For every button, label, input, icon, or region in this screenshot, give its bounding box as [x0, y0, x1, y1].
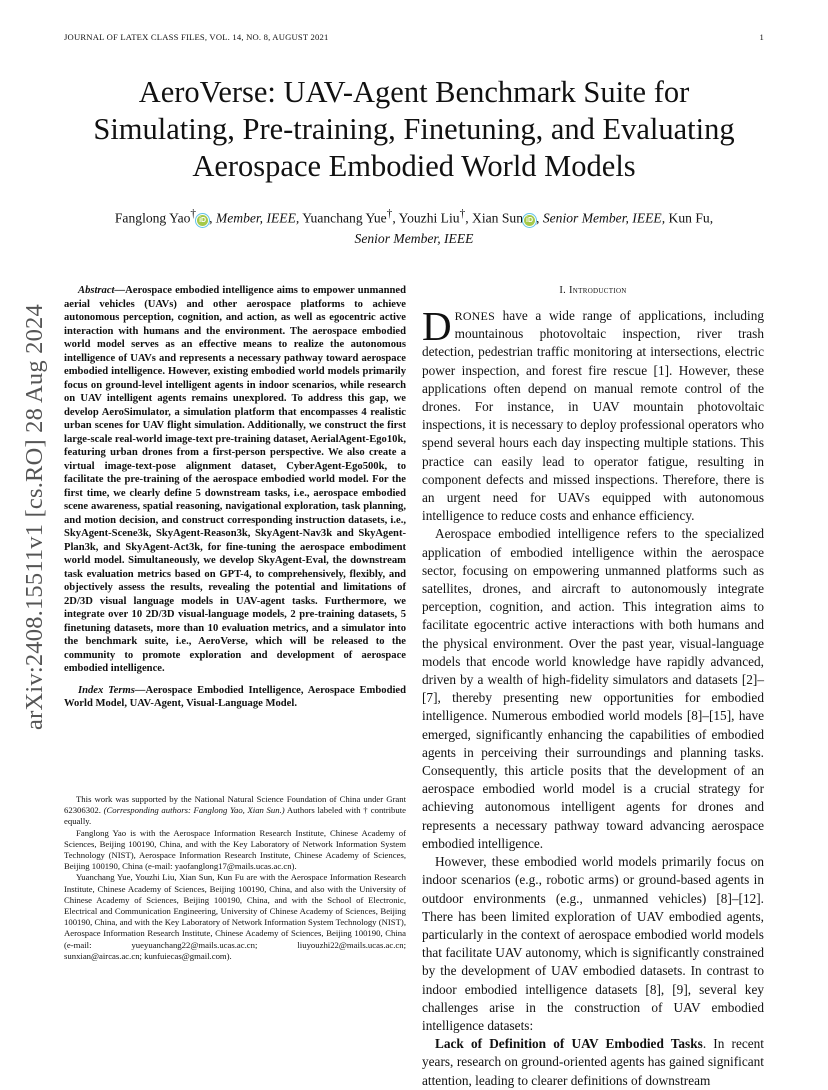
title-line: AeroVerse: UAV-Agent Benchmark Suite for	[138, 75, 690, 109]
author-role: Member, IEEE,	[215, 210, 300, 226]
author-list: Fanglong Yao†iD , Member, IEEE, Yuanchang Yue†, Youzhi Liu†, Xian Sun iD , Senior Member, IEEE, Kun Fu, Senior Member, IEEE	[114, 208, 714, 246]
title-line: Simulating, Pre-training, Finetuning, and Evaluating	[93, 112, 735, 146]
section-heading	[422, 284, 764, 298]
author-name: Yuanchang Yue	[302, 210, 387, 226]
author-name: Youzhi Liu	[398, 210, 460, 226]
orcid-icon[interactable]: iD	[526, 216, 534, 224]
abstract-text: Aerospace embodied intelligence aims to empower unmanned aerial vehicles (UAVs) and other aerospace platforms to achieve autonomous perception, cognition, and action, as well as egocentric active interaction with humans and the environment. The aerospace embodied world model serves as an effective means to realize the autonomous intelligence of UAVs and represents a necessary pathway toward aerospace embodied intelligence. However, existing embodied world models primarily focus on ground-level intelligent agents in indoor scenarios, while research on UAV intelligent agents remains unexplored. To address this gap, we develop AeroSimulator, a simulation platform that encompasses 4 realistic urban scenes for UAV flight simulation. Additionally, we construct the first large-scale real-world image-text pre-training dataset, AerialAgent-Ego10k, featuring urban drones from a first-person perspective. We also create a virtual image-text-pose alignment dataset, CyberAgent-Ego500k, to facilitate the pre-training of the aerospace embodied world model. For the first time, we clearly define 5 downstream tasks, i.e., aerospace embodied scene awareness, spatial reasoning, navigational exploration, task planning, and motion decision, and construct corresponding instruction datasets, i.e., SkyAgent-Scene3k, SkyAgent-Reason3k, SkyAgent-Nav3k and SkyAgent-Plan3k, and SkyAgent-Act3k, for fine-tuning the aerospace embodiment world model. Simultaneously, we develop SkyAgent-Eval, the downstream task evaluation metrics based on GPT-4, to comprehensively, flexibly, and objectively assess the results, revealing the potential and limitations of 2D/3D visual language models in UAV-agent tasks. Furthermore, we integrate over 10 2D/3D visual-language models, 2 pre-training datasets, 5 finetuning datasets, more than 10 evaluation metrics, and a simulator into the benchmark suite, i.e., AeroVerse, which will be released to the community to promote exploration and development of aerospace embodied intelligence.	[64, 285, 406, 674]
index-terms-label: Index Terms—	[78, 684, 146, 696]
abstract-label: Abstract—	[78, 285, 126, 296]
index-terms	[64, 684, 406, 711]
author-name: Fanglong Yao	[114, 210, 191, 226]
title-line: Aerospace Embodied World Models	[192, 149, 636, 183]
affiliation-footnote: Fanglong Yao is with the Aerospace Information Research Institute, Chinese Academy of Sciences, Beijing 100190, China, and with the Key Laboratory of Network Information System Technology (NIST), Aerospace Information Research Institute, Chinese Academy of Sciences, Beijing 100190, China (e-mail: yaofanglong17@mails.ucas.ac.cn).	[64, 827, 406, 872]
lead-word: RONES	[454, 309, 495, 323]
arxiv-sidebar	[20, 277, 50, 757]
paragraph	[422, 303, 764, 525]
equal-contribution-mark: †	[459, 208, 466, 220]
author-name: Xian Sun	[472, 210, 524, 226]
funding-text: This work was supported by the National Natural Science Foundation of China under Grant 62306302.	[64, 794, 406, 816]
running-header	[64, 32, 764, 48]
paragraph	[422, 1035, 764, 1090]
left-column	[64, 284, 406, 711]
drop-cap: D	[422, 303, 452, 349]
right-column	[422, 284, 764, 1090]
journal-header: JOURNAL OF LATEX CLASS FILES, VOL. 14, NO. 8, AUGUST 2021	[64, 32, 329, 42]
equal-contribution-mark: †	[386, 208, 393, 220]
page-number: 1	[759, 32, 764, 42]
bold-phrase: Lack of Definition of UAV Embodied Tasks	[435, 1036, 703, 1052]
author-name: Kun Fu,	[668, 210, 714, 226]
paragraph: However, these embodied world models primarily focus on indoor scenarios (e.g., robotic arms) or ground-based agents in outdoor environments (e.g., unmanned vehicles) [8]–[12]. There has been limited exploration of UAV embodied agents, particularly in the context of aerospace embodied world models that facilitate UAV autonomy, which is significantly constrained by the development of UAV embodied datasets. In contrast to indoor embodied intelligence datasets [8], [9], several key challenges arise in the construction of UAV embodied intelligence datasets:	[422, 854, 764, 1033]
section-title: Introduction	[569, 285, 627, 296]
arxiv-identifier: arXiv:2408.15511v1 [cs.RO] 28 Aug 2024	[21, 304, 48, 730]
index-terms-text: Aerospace Embodied Intelligence, Aerospace Embodied World Model, UAV-Agent, Visual-Language Model.	[64, 684, 406, 709]
author-role: Senior Member, IEEE,	[542, 210, 666, 226]
abstract	[64, 284, 406, 676]
paper-title	[64, 74, 764, 185]
equal-contribution-mark: †	[190, 208, 197, 220]
paragraph-text: have a wide range of applications, including mountainous photovoltaic inspection, river trash detection, pedestrian traffic monitoring at intersections, electric power inspection, and forest fire rescue [1]. However, these applications often depend on manual remote control of the drones. For instance, in UAV mountain photovoltaic inspections, it is necessary to deploy professional operators who spend several hours each day inspecting multiple stations. This practice can easily lead to operator fatigue, resulting in component defects and missed inspections. Therefore, there is an urgent need for UAVs equipped with autonomous intelligence to reduce costs and enhance efficiency.	[422, 308, 764, 524]
affiliation-footnote: Yuanchang Yue, Youzhi Liu, Xian Sun, Kun Fu are with the Aerospace Information Research Institute, Chinese Academy of Sciences, Beijing 100190, China, and also with the University of Chinese Academy of Sciences, Beijing 100190, China, and with the School of Electronic, Electrical and Communication Engineering, University of Chinese Academy of Sciences, Beijing 100190, China, and with the Key Laboratory of Network Information System Technology (NIST), Aerospace Information Research Institute, Chinese Academy of Sciences, Beijing 100190, China (e-mail: yueyuanchang22@mails.ucas.ac.cn; liuyouzhi22@mails.ucas.ac.cn; sunxian@aircas.ac.cn; kunfuiecas@gmail.com).	[64, 872, 406, 961]
author-role: Senior Member, IEEE	[354, 230, 474, 246]
section-number: I.	[559, 285, 567, 296]
equal-contribution-note: Authors labeled with † contribute equally.	[64, 805, 406, 827]
paragraph: Aerospace embodied intelligence refers to the specialized application of embodied intelligence within the aerospace sector, focusing on empowering unmanned platforms such as satellites, drones, and aircraft to autonomously integrate perception, cognition, and action. This integration aims to facilitate egocentric active interactions with both humans and the physical environment. Over the past year, visual-language models that encode world knowledge have rapidly advanced, driven by a wealth of high-fidelity simulators and datasets [2]–[7], thereby presenting new opportunities for embodied intelligence. Numerous embodied world models [8]–[15], have emerged, significantly enhancing the capabilities of embodied agents in perceiving their surroundings and planning tasks. Consequently, this article posits that the development of an aerospace embodied world model is a crucial strategy for achieving autonomous intelligent agents for drones and represents a necessary pathway toward advancing aerospace embodied intelligence.	[422, 526, 764, 851]
orcid-icon[interactable]: iD	[199, 216, 207, 224]
footnotes	[64, 794, 406, 962]
corresponding-authors: (Corresponding authors: Fanglong Yao, Xian Sun.)	[103, 805, 285, 816]
paragraph-text: . In recent years, research on ground-oriented agents has gained significant attention, leading to clearer definitions of downstream	[422, 1036, 764, 1088]
funding-footnote	[64, 794, 406, 828]
